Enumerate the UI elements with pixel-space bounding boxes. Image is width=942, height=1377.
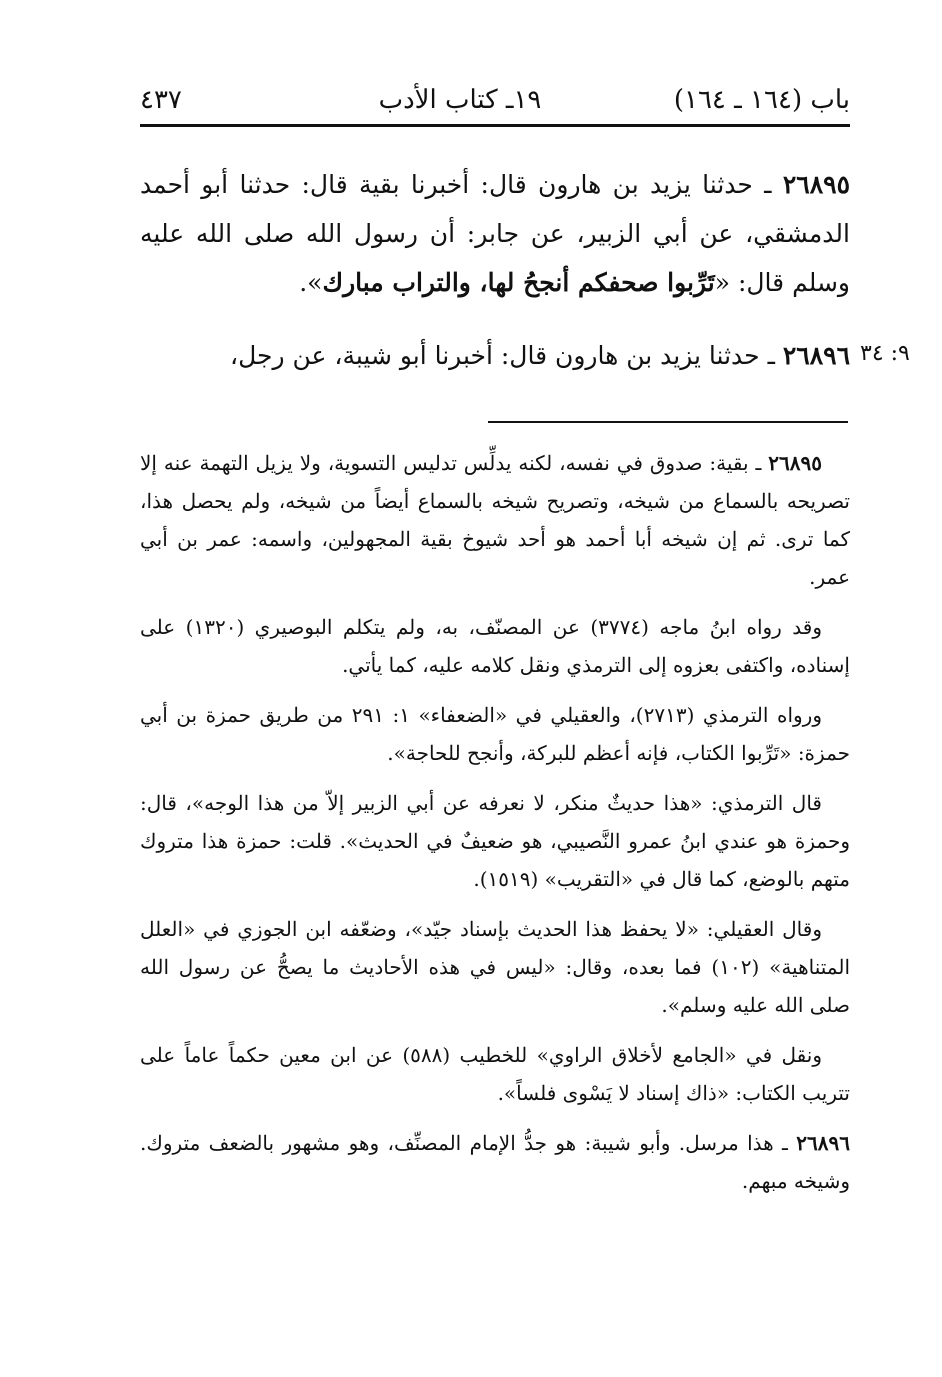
footnote-separator (488, 421, 848, 423)
hadith-26896 (140, 336, 850, 376)
hadith-matn: تَرِّبوا صحفكم أنجحُ لها، والتراب مبارك (322, 268, 715, 297)
hadith-text: ـ حدثنا يزيد بن هارون قال: أخبرنا أبو شيبة، عن رجل، (230, 341, 775, 370)
hadith-closing: ». (299, 268, 323, 297)
footnote-number: ٢٦٨٩٥ (768, 451, 822, 475)
footnote-number: ٢٦٨٩٦ (796, 1131, 851, 1155)
margin-reference: ٩: ٣٤ (860, 341, 910, 366)
footnote-text: ـ هذا مرسل. وأبو شيبة: هو جدُّ الإمام المصنِّف، وهو مشهور بالضعف متروك. وشيخه مبهم. (140, 1131, 850, 1193)
footnote: وقال العقيلي: «لا يحفظ هذا الحديث بإسناد جيّد»، وضعّفه ابن الجوزي في «العلل المتناهية» (١٠٢) فما بعده، وقال: «ليس في هذه الأحاديث ما يصحُّ عن رسول الله صلى الله عليه وسلم». (140, 917, 851, 1017)
footnote: قال الترمذي: «هذا حديثٌ منكر، لا نعرفه عن أبي الزبير إلاّ من هذا الوجه»، قال: وحمزة هو عندي ابنُ عمرو النَّصيبي، هو ضعيفٌ في الحديث». قلت: حمزة هذا متروك متهم بالوضع، كما قال في «التقريب» (١٥١٩). (140, 791, 850, 891)
footnote-text: ـ بقية: صدوق في نفسه، لكنه يدلِّس تدليس التسوية، ولا يزيل التهمة عنه إلا تصريحه بالسماع من شيخه، وتصريح شيخه بالسماع أيضاً من شيخه، ولم يحصل هذا، كما ترى. ثم إن شيخه أبا أحمد هو أحد شيوخ بقية المجهولين، واسمه: عمر بن أبي عمر. (140, 451, 850, 589)
footnote: وقد رواه ابنُ ماجه (٣٧٧٤) عن المصنّف، به، ولم يتكلم البوصيري (١٣٢٠) على إسناده، واكتفى بعزوه إلى الترمذي ونقل كلامه عليه، كما يأتي. (140, 615, 850, 677)
chapter-reference: باب (١٦٤ ـ ١٦٤) (673, 85, 850, 115)
header-rule (140, 124, 850, 127)
hadith-number: ٢٦٨٩٦ (782, 341, 850, 370)
hadith-text: ـ حدثنا يزيد بن هارون قال: أخبرنا بقية قال: حدثنا أبو أحمد الدمشقي، عن أبي الزبير، عن جابر: أن رسول الله صلى الله عليه وسلم قال: « (140, 170, 850, 297)
hadith-26895 (140, 160, 850, 307)
hadith-number: ٢٦٨٩٥ (782, 170, 850, 199)
footnote: ونقل في «الجامع لأخلاق الراوي» للخطيب (٥٨٨) عن ابن معين حكماً عاماً على تتريب الكتاب: «ذاك إسناد لا يَسْوى فلساً». (140, 1043, 850, 1105)
footnotes (140, 444, 850, 1212)
page-number: ٤٣٧ (140, 85, 182, 115)
footnote (140, 444, 850, 596)
footnote: ورواه الترمذي (٢٧١٣)، والعقيلي في «الضعفاء» ١: ٢٩١ من طريق حمزة بن أبي حمزة: «تَرِّبوا الكتاب، فإنه أعظم للبركة، وأنجح للحاجة». (140, 703, 850, 765)
footnote (140, 1124, 850, 1200)
book-title: ١٩ـ كتاب الأدب (378, 85, 542, 115)
